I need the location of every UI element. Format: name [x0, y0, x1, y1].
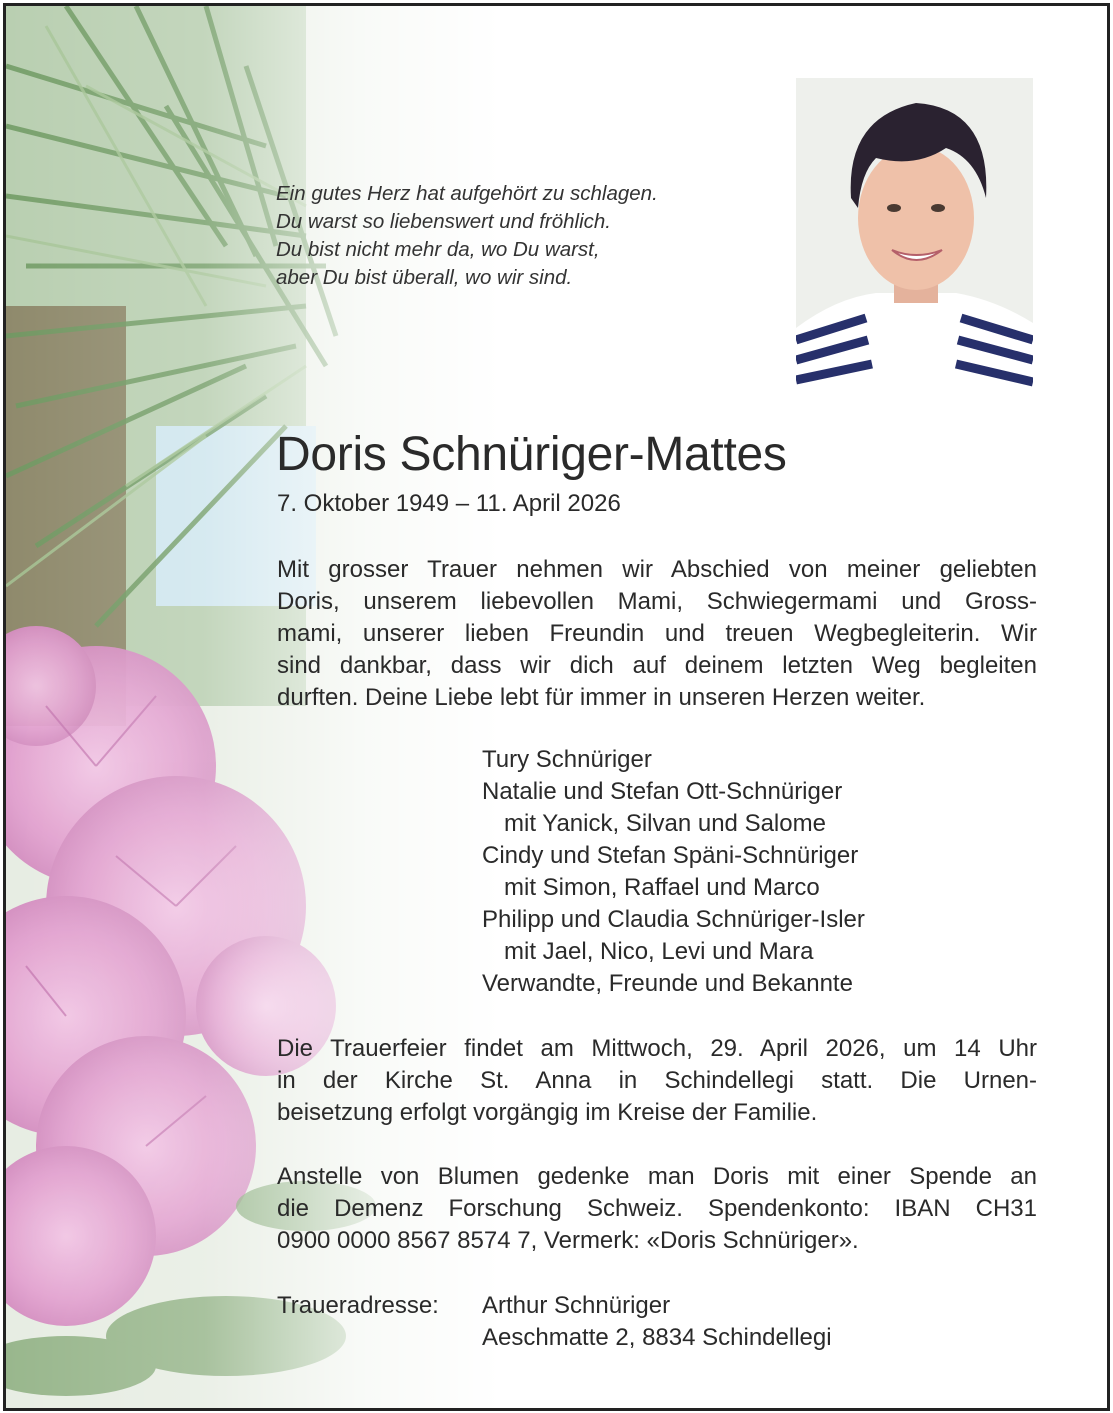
paragraph-line: Doris, unserem liebevollen Mami, Schwiegermami und Gross-	[277, 588, 1037, 615]
memorial-verse	[276, 180, 658, 292]
address-name: Arthur Schnüriger	[482, 1292, 671, 1319]
paragraph-line: sind dankbar, dass wir dich auf deinem letzten Weg begleiten	[277, 652, 1037, 679]
paragraph-line: durften. Deine Liebe lebt für immer in unseren Herzen weiter.	[277, 684, 926, 711]
farewell-paragraph	[277, 554, 1037, 714]
verse-line: Du bist nicht mehr da, wo Du warst,	[276, 238, 600, 261]
mourner-children: mit Yanick, Silvan und Salome	[504, 810, 826, 837]
mourner-children: mit Simon, Raffael und Marco	[504, 874, 820, 901]
donation-paragraph	[277, 1161, 1037, 1257]
mourner-entry: Philipp und Claudia Schnüriger-Isler	[482, 906, 865, 933]
paragraph-line: Mit grosser Trauer nehmen wir Abschied von meiner geliebten	[277, 556, 1037, 583]
mourner-entry: Natalie und Stefan Ott-Schnüriger	[482, 778, 843, 805]
paragraph-line: in der Kirche St. Anna in Schindellegi statt. Die Urnen-	[277, 1067, 1037, 1094]
address-label: Traueradresse:	[277, 1292, 439, 1319]
paragraph-line: die Demenz Forschung Schweiz. Spendenkonto: IBAN CH31	[277, 1195, 1037, 1222]
paragraph-line: 0900 0000 8567 8574 7, Vermerk: «Doris Schnüriger».	[277, 1227, 859, 1254]
paragraph-line: mami, unserer lieben Freundin und treuen Wegbegleiterin. Wir	[277, 620, 1037, 647]
mourners-list	[482, 744, 865, 1000]
paragraph-line: Anstelle von Blumen gedenke man Doris mit einer Spende an	[277, 1163, 1037, 1190]
funeral-service-paragraph	[277, 1033, 1037, 1129]
verse-line: Ein gutes Herz hat aufgehört zu schlagen.	[276, 182, 658, 205]
life-dates: 7. Oktober 1949 – 11. April 2026	[277, 490, 621, 517]
mourner-children: mit Jael, Nico, Levi und Mara	[504, 938, 814, 965]
verse-line: Du warst so liebenswert und fröhlich.	[276, 210, 611, 233]
mourning-address	[482, 1290, 832, 1354]
address-street: Aeschmatte 2, 8834 Schindellegi	[482, 1324, 832, 1351]
paragraph-line: Die Trauerfeier findet am Mittwoch, 29. April 2026, um 14 Uhr	[277, 1035, 1037, 1062]
mourner-entry: Cindy und Stefan Späni-Schnüriger	[482, 842, 859, 869]
mourner-entry: Tury Schnüriger	[482, 746, 652, 773]
verse-line: aber Du bist überall, wo wir sind.	[276, 266, 573, 289]
mourner-entry: Verwandte, Freunde und Bekannte	[482, 970, 853, 997]
paragraph-line: beisetzung erfolgt vorgängig im Kreise der Familie.	[277, 1099, 818, 1126]
portrait-photo	[796, 78, 1033, 394]
deceased-name: Doris Schnüriger-Mattes	[276, 428, 787, 481]
obituary-card	[3, 3, 1110, 1411]
